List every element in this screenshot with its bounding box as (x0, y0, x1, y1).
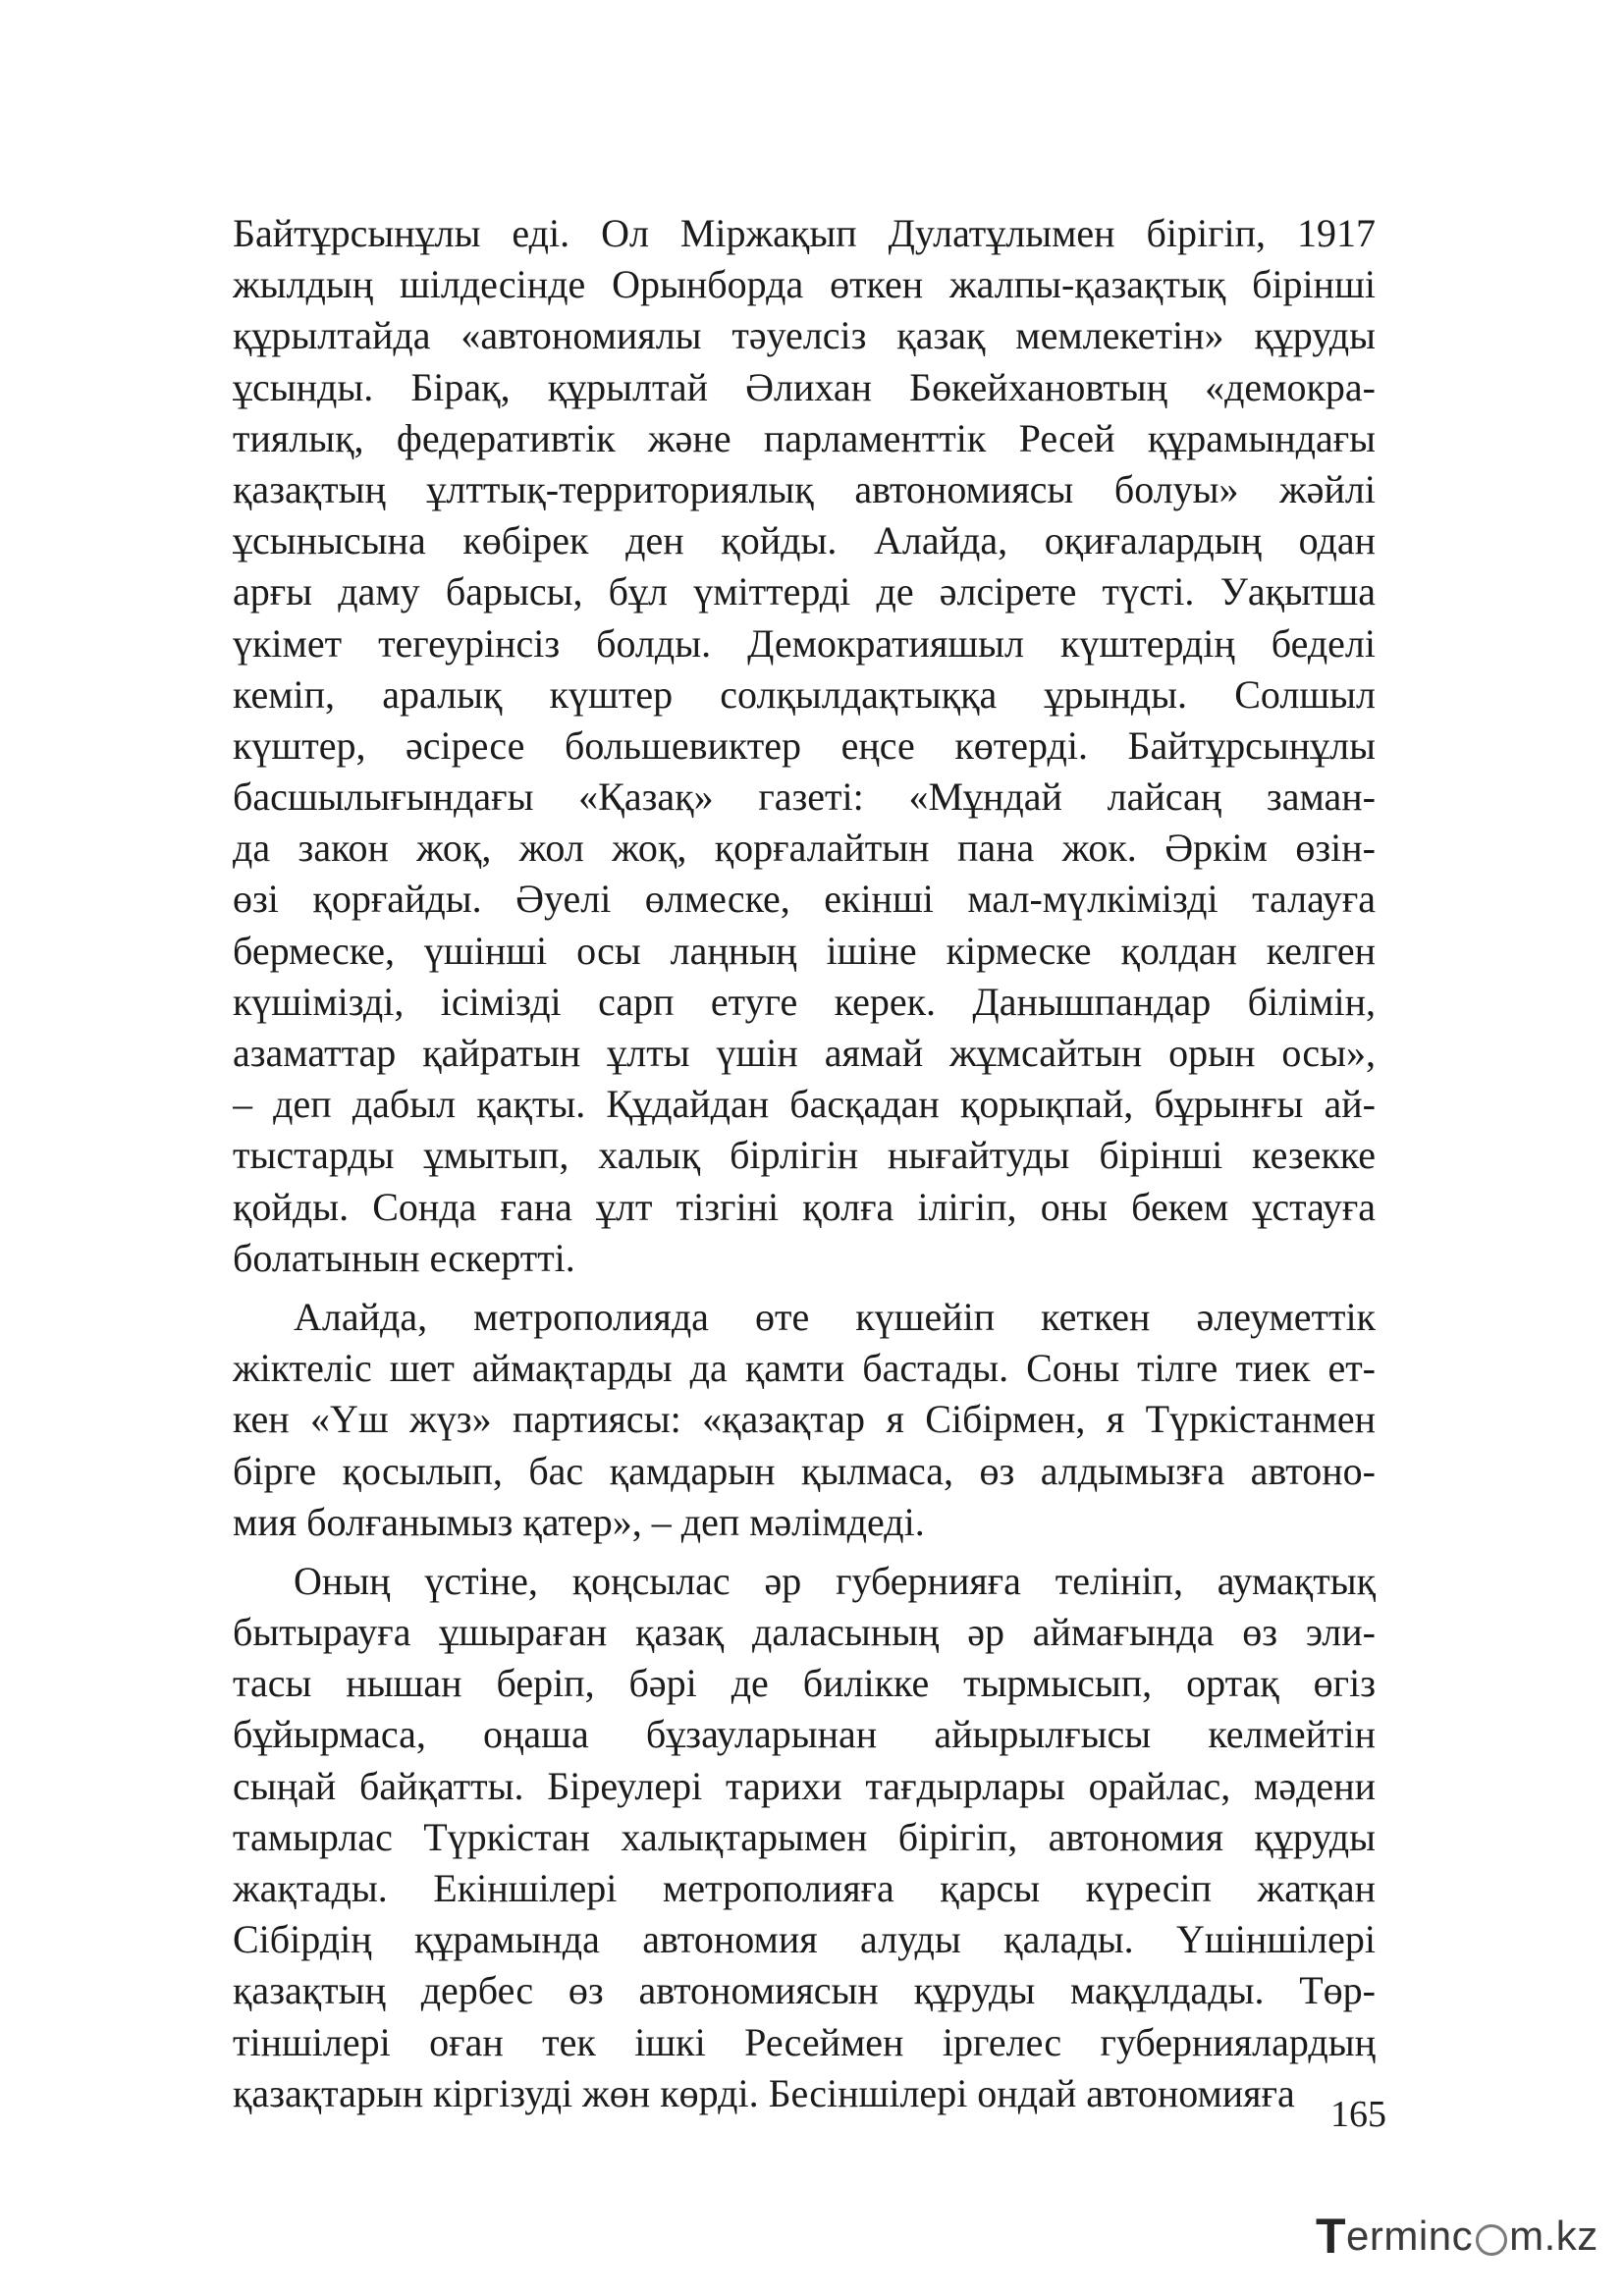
text-line: жіктеліс шет аймақтарды да қамти бастады. Соны тілге тиек ет- (233, 1346, 1376, 1391)
watermark-text-part: erminc (1346, 2213, 1474, 2259)
paragraph (233, 1292, 1376, 1548)
text-line: болатынын ескертті. (233, 1235, 575, 1280)
text-line: Алайда, метрополияда өте күшейіп кеткен әлеуметтік (294, 1294, 1376, 1339)
text-line: арғы даму барысы, бұл үміттерді де әлсірете түсті. Уақытша (233, 569, 1376, 614)
text-line: күштер, әсіресе большевиктер еңсе көтерді. Байтұрсынұлы (233, 722, 1376, 768)
text-line: бірге қосылып, бас қамдарын қылмаса, өз алдымызға автоно- (233, 1448, 1376, 1493)
body-text (233, 208, 1376, 2119)
text-line: мия болғанымыз қатер», – деп мәлімдеді. (233, 1499, 925, 1544)
text-line: азаматтар қайратын ұлты үшін аямай жұмсайтын орын осы», (233, 1031, 1376, 1075)
paragraph-gap (233, 1548, 1376, 1556)
text-line: жылдың шілдесінде Орынборда өткен жалпы-қазақтық бірінші (233, 262, 1376, 307)
text-line: бытырауға ұшыраған қазақ даласының әр аймағында өз эли- (233, 1610, 1376, 1655)
text-line: тамырлас Түркістан халықтарымен бірігіп, автономия құруды (233, 1814, 1376, 1859)
text-line: басшылығындағы «Қазақ» газеті: «Мұндай лайсаң заман- (233, 774, 1376, 820)
text-line: тасы нышан беріп, бәрі де билікке тырмысып, ортақ өгіз (233, 1661, 1376, 1706)
text-line: бермеске, үшінші осы лаңның ішіне кірмеске қолдан келген (233, 928, 1376, 973)
text-line: – деп дабыл қақты. Құдайдан басқадан қорықпай, бұрынғы ай- (233, 1082, 1376, 1127)
text-line: құрылтайда «автономиялы тәуелсіз қазақ мемлекетін» құруды (233, 313, 1376, 358)
text-line: қазақтарын кіргізуді жөн көрді. Бесіншілері ондай автономияға (233, 2070, 1295, 2115)
text-line: тиялық, федеративтік және парламенттік Ресей құрамындағы (233, 415, 1376, 460)
termincom-watermark-logo (1316, 2211, 1598, 2262)
text-line: кеміп, аралық күштер солқылдақтыққа ұрынды. Солшыл (233, 671, 1376, 717)
text-line: Оның үстіне, қоңсылас әр губернияға телініп, аумақтық (294, 1558, 1376, 1603)
text-line: күшімізді, ісімізді сарп етуге керек. Данышпандар білімін, (233, 979, 1376, 1024)
text-line: да закон жоқ, жол жоқ, қорғалайтын пана жок. Әркім өзін- (233, 826, 1376, 871)
paragraph-gap (233, 1284, 1376, 1292)
text-line: Сібірдің құрамында автономия алуды қалады. Үшіншілері (233, 1917, 1376, 1962)
text-line: тыстарды ұмытып, халық бірлігін нығайтуды бірінші кезекке (233, 1133, 1376, 1178)
magnifier-icon (1476, 2224, 1507, 2256)
page-number: 165 (1330, 2094, 1386, 2135)
watermark-domain: m.kz (1509, 2213, 1598, 2259)
text-line: қазақтың ұлттық-территориялық автономиясы болуы» жәйлі (233, 466, 1376, 511)
watermark-letter-t: T (1316, 2209, 1347, 2264)
text-line: үкімет тегеурінсіз болды. Демократияшыл күштердің беделі (233, 620, 1376, 666)
paragraph (233, 208, 1376, 1284)
text-line: кен «Үш жүз» партиясы: «қазақтар я Сібірмен, я Түркістанмен (233, 1397, 1376, 1442)
text-line: ұсынысына көбірек ден қойды. Алайда, оқиғалардың одан (233, 518, 1376, 563)
text-line: ұсынды. Бірақ, құрылтай Әлихан Бөкейхановтың «демокра- (233, 364, 1376, 409)
text-line: қойды. Сонда ғана ұлт тізгіні қолға ілігіп, оны бекем ұстауға (233, 1184, 1376, 1229)
text-line: өзі қорғайды. Әуелі өлмеске, екінші мал-мүлкімізді талауға (233, 877, 1376, 922)
text-line: Байтұрсынұлы еді. Ол Міржақып Дулатұлымен бірігіп, 1917 (233, 211, 1376, 255)
text-line: сыңай байқатты. Біреулері тарихи тағдырлары орайлас, мәдени (233, 1763, 1376, 1808)
text-line: тіншілері оған тек ішкі Ресеймен іргелес губерниялардың (233, 2019, 1376, 2064)
paragraph (233, 1556, 1376, 2119)
text-line: бұйырмаса, оңаша бұзауларынан айырылғысы келмейтін (233, 1712, 1376, 1757)
text-line: қазақтың дербес өз автономиясын құруды мақұлдады. Төр- (233, 1968, 1376, 2013)
text-line: жақтады. Екіншілері метрополияға қарсы күресіп жатқан (233, 1866, 1376, 1910)
